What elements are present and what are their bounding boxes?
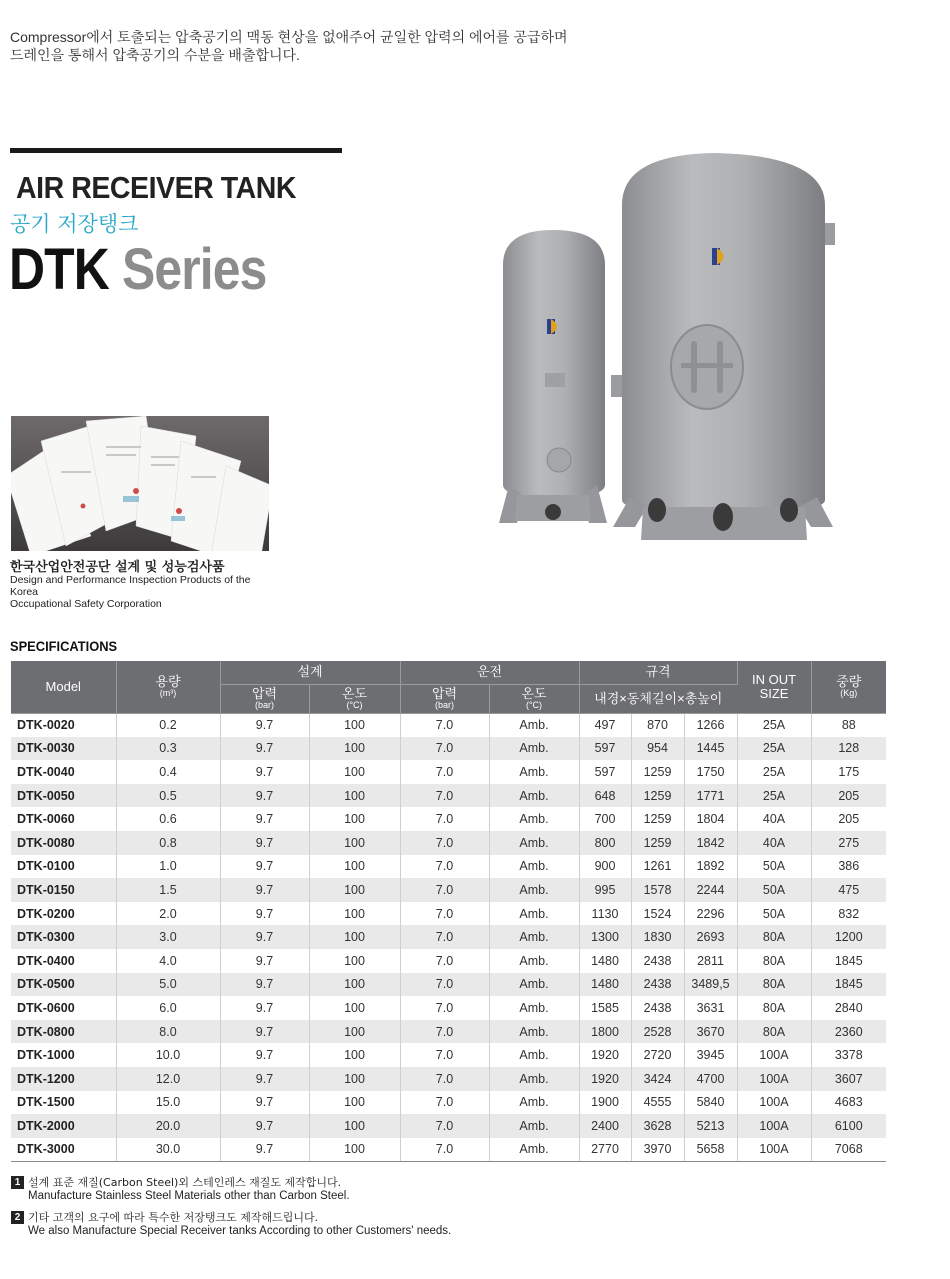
cell-operation-pressure: 7.0 [400, 996, 489, 1020]
cell-total-height: 1266 [684, 713, 737, 737]
title-divider [10, 148, 342, 153]
cell-body-length: 1830 [631, 925, 684, 949]
header-inout-size [737, 661, 811, 713]
table-row [11, 925, 886, 949]
cell-operation-pressure: 7.0 [400, 1091, 489, 1115]
cell-operation-temp: Amb. [489, 878, 579, 902]
cell-capacity: 0.2 [116, 713, 220, 737]
cell-total-height: 5658 [684, 1138, 737, 1162]
cell-operation-temp: Amb. [489, 902, 579, 926]
cell-inner-diameter: 597 [579, 737, 631, 761]
cell-body-length: 1578 [631, 878, 684, 902]
cell-weight: 205 [838, 812, 860, 827]
cell-operation-pressure: 7.0 [400, 737, 489, 761]
cell-design-pressure: 9.7 [220, 1091, 309, 1115]
table-row [11, 973, 886, 997]
cell-operation-temp: Amb. [489, 737, 579, 761]
header-pressure-unit: (bar) [434, 700, 454, 710]
cell-inout-size: 80A [737, 996, 811, 1020]
certificates-photo [11, 416, 269, 551]
cell-design-temp: 100 [309, 760, 400, 784]
cell-total-height: 1445 [684, 737, 737, 761]
header-model: Model [11, 661, 116, 713]
cell-inner-diameter: 1300 [579, 925, 631, 949]
cell-model: DTK-0020 [11, 713, 116, 737]
cell-weight: 475 [811, 878, 886, 902]
cell-operation-temp: Amb. [489, 996, 579, 1020]
specifications-heading: SPECIFICATIONS [10, 638, 118, 654]
cell-inner-diameter: 900 [579, 855, 631, 879]
cell-model: DTK-0060 [11, 807, 116, 831]
cell-total-height: 2296 [684, 902, 737, 926]
header-weight [811, 661, 886, 713]
cell-design-pressure: 9.7 [220, 737, 309, 761]
cell-weight: 3607 [811, 1067, 886, 1091]
cell-operation-temp: Amb. [489, 1138, 579, 1162]
cell-design-temp: 100 [309, 1114, 400, 1138]
cell-design-temp: 100 [309, 996, 400, 1020]
cell-weight: 128 [811, 737, 886, 761]
cell-body-length: 1259 [631, 760, 684, 784]
series-title [9, 236, 267, 303]
cell-operation-pressure: 7.0 [400, 807, 489, 831]
header-pressure-label: 압력 [251, 686, 278, 701]
cell-design-pressure: 9.7 [220, 1138, 309, 1162]
cell-model: DTK-0300 [11, 925, 116, 949]
cell-capacity: 1.5 [116, 878, 220, 902]
cell-model: DTK-2000 [11, 1114, 116, 1138]
intro-line-1: Compressor에서 토출되는 압축공기의 맥동 현상을 없애주어 균일한 압력의 에어를 공급하며 [10, 29, 568, 45]
cell-model: DTK-0200 [11, 902, 116, 926]
note-1 [11, 1176, 350, 1203]
cell-operation-pressure: 7.0 [400, 925, 489, 949]
cell-body-length: 1259 [631, 807, 684, 831]
cell-design-pressure: 9.7 [220, 973, 309, 997]
header-operation-pressure [400, 684, 489, 713]
header-temp-label: 온도 [521, 686, 547, 701]
cell-body-length: 1524 [631, 902, 684, 926]
cell-operation-pressure: 7.0 [400, 902, 489, 926]
table-row [11, 878, 886, 902]
cell-weight: 6100 [811, 1114, 886, 1138]
cell-inout-size: 50A [737, 878, 811, 902]
cell-model: DTK-0050 [11, 784, 116, 808]
cell-inout-size: 40A [737, 807, 811, 831]
cell-capacity: 0.4 [116, 760, 220, 784]
cell-total-height: 1804 [684, 807, 737, 831]
cell-design-pressure: 9.7 [220, 925, 309, 949]
header-temp-unit: (°C) [525, 700, 543, 710]
cell-body-length: 4555 [631, 1091, 684, 1115]
cell-capacity: 5.0 [116, 973, 220, 997]
cell-inner-diameter: 497 [579, 713, 631, 737]
cell-design-pressure: 9.7 [220, 855, 309, 879]
cell-operation-temp: Amb. [489, 760, 579, 784]
table-row [11, 902, 886, 926]
cell-model: DTK-0400 [11, 949, 116, 973]
cell-design-temp: 100 [309, 878, 400, 902]
cell-design-pressure: 9.7 [220, 807, 309, 831]
header-dimensions: 내경×동체길이×총높이 [579, 684, 737, 713]
cell-body-length: 2438 [631, 996, 684, 1020]
air-receiver-tanks-image [495, 135, 845, 555]
cell-body-length: 3628 [631, 1114, 684, 1138]
cell-operation-pressure: 7.0 [400, 1138, 489, 1162]
specifications-table [11, 661, 886, 1162]
cell-capacity: 0.6 [116, 807, 220, 831]
cell-model: DTK-0080 [11, 831, 116, 855]
cell-body-length: 1261 [631, 855, 684, 879]
cell-total-height: 1842 [684, 831, 737, 855]
cell-total-height: 2244 [684, 878, 737, 902]
cell-inout-size: 100A [737, 1114, 811, 1138]
note-number: 1 [11, 1176, 24, 1189]
note-number: 2 [11, 1211, 24, 1224]
cell-operation-temp: Amb. [489, 1020, 579, 1044]
cell-inout-size: 100A [737, 1043, 811, 1067]
cell-design-temp: 100 [309, 784, 400, 808]
cell-capacity: 4.0 [116, 949, 220, 973]
cell-capacity: 10.0 [116, 1043, 220, 1067]
cell-total-height: 3945 [684, 1043, 737, 1067]
cell-model: DTK-0800 [11, 1020, 116, 1044]
cell-body-length: 3970 [631, 1138, 684, 1162]
cell-design-temp: 100 [309, 973, 400, 997]
header-design: 설계 [220, 661, 400, 684]
cell-design-pressure: 9.7 [220, 902, 309, 926]
intro-line-2: 드레인을 통해서 압축공기의 수분을 배출합니다. [10, 47, 300, 63]
header-capacity-unit: (m³) [159, 688, 177, 699]
cell-total-height: 4700 [684, 1067, 737, 1091]
cell-weight: 1200 [811, 925, 886, 949]
cell-design-temp: 100 [309, 713, 400, 737]
cell-inner-diameter: 1920 [579, 1067, 631, 1091]
cell-weight: 175 [838, 764, 860, 779]
cell-body-length: 2720 [631, 1043, 684, 1067]
cell-design-temp: 100 [309, 949, 400, 973]
cell-design-temp: 100 [309, 855, 400, 879]
series-model: DTK [9, 237, 109, 302]
cell-inner-diameter: 1130 [579, 902, 631, 926]
header-inout-label: IN OUT [751, 671, 797, 687]
cell-capacity: 30.0 [116, 1138, 220, 1162]
cell-model: DTK-0500 [11, 973, 116, 997]
certification-en [10, 574, 280, 610]
cell-inner-diameter: 1920 [579, 1043, 631, 1067]
cell-total-height: 5840 [684, 1091, 737, 1115]
cell-model: DTK-0150 [11, 878, 116, 902]
cell-inout-size: 100A [737, 1138, 811, 1162]
cell-inout-size: 25A [737, 737, 811, 761]
cell-inner-diameter: 700 [579, 807, 631, 831]
cell-capacity: 12.0 [116, 1067, 220, 1091]
cell-body-length: 1259 [631, 831, 684, 855]
cell-design-pressure: 9.7 [220, 760, 309, 784]
header-weight-label: 중량 [836, 674, 862, 690]
cell-body-length: 3424 [631, 1067, 684, 1091]
cell-inout-size: 25A [737, 713, 811, 737]
cell-body-length: 2438 [631, 973, 684, 997]
cell-body-length: 954 [631, 737, 684, 761]
product-title-en: AIR RECEIVER TANK [16, 170, 297, 205]
cell-operation-temp: Amb. [489, 1043, 579, 1067]
cell-operation-pressure: 7.0 [400, 1043, 489, 1067]
cell-design-pressure: 9.7 [220, 1067, 309, 1091]
header-weight-unit: (Kg) [840, 688, 858, 699]
cell-operation-temp: Amb. [489, 807, 579, 831]
cell-operation-temp: Amb. [489, 973, 579, 997]
cell-total-height: 3631 [684, 996, 737, 1020]
table-row [11, 784, 886, 808]
cell-design-temp: 100 [309, 1020, 400, 1044]
cell-total-height: 2693 [684, 925, 737, 949]
cell-operation-temp: Amb. [489, 949, 579, 973]
cell-operation-temp: Amb. [489, 831, 579, 855]
cell-weight: 1845 [811, 973, 886, 997]
header-capacity [116, 661, 220, 713]
cell-operation-pressure: 7.0 [400, 973, 489, 997]
cell-capacity: 15.0 [116, 1091, 220, 1115]
cell-design-pressure: 9.7 [220, 1043, 309, 1067]
header-operation-temp [489, 684, 579, 713]
cell-total-height: 2811 [684, 949, 737, 973]
cell-operation-temp: Amb. [489, 1067, 579, 1091]
cell-operation-pressure: 7.0 [400, 1114, 489, 1138]
cell-inner-diameter: 800 [579, 831, 631, 855]
cell-model: DTK-1000 [11, 1043, 116, 1067]
cell-body-length: 2528 [631, 1020, 684, 1044]
table-row [11, 1043, 886, 1067]
cell-weight: 2840 [834, 1000, 863, 1015]
cell-operation-temp: Amb. [489, 713, 579, 737]
cell-operation-temp: Amb. [489, 1114, 579, 1138]
cell-weight: 386 [838, 859, 860, 874]
cell-inner-diameter: 597 [579, 760, 631, 784]
cell-design-pressure: 9.7 [220, 1114, 309, 1138]
cell-operation-temp: Amb. [489, 1091, 579, 1115]
note-en: Manufacture Stainless Steel Materials other than Carbon Steel. [28, 1190, 350, 1202]
cell-design-pressure: 9.7 [220, 949, 309, 973]
cell-inner-diameter: 2400 [579, 1114, 631, 1138]
header-temp-label: 온도 [341, 686, 368, 701]
cell-model: DTK-1200 [11, 1067, 116, 1091]
cell-design-temp: 100 [309, 1067, 400, 1091]
cell-operation-pressure: 7.0 [400, 1020, 489, 1044]
cell-inner-diameter: 995 [579, 878, 631, 902]
note-ko: 기타 고객의 요구에 따라 특수한 저장탱크도 제작해드립니다. [28, 1211, 319, 1224]
cell-capacity: 3.0 [116, 925, 220, 949]
cell-operation-pressure: 7.0 [400, 878, 489, 902]
cell-weight: 4683 [834, 1095, 863, 1110]
cell-inner-diameter: 2770 [579, 1138, 631, 1162]
cell-design-pressure: 9.7 [220, 878, 309, 902]
specifications-table-body [11, 713, 886, 1161]
cell-inout-size: 25A [737, 760, 811, 784]
table-row [11, 760, 886, 784]
table-row [11, 737, 886, 761]
cell-design-temp: 100 [309, 902, 400, 926]
cell-inout-size: 50A [737, 902, 811, 926]
table-row [11, 949, 886, 973]
header-size-label: SIZE [759, 685, 789, 701]
cell-capacity: 0.8 [116, 831, 220, 855]
cell-capacity: 1.0 [116, 855, 220, 879]
cell-design-temp: 100 [309, 737, 400, 761]
cell-operation-temp: Amb. [489, 784, 579, 808]
cell-design-temp: 100 [309, 807, 400, 831]
cell-model: DTK-0100 [11, 855, 116, 879]
cell-total-height: 3670 [684, 1020, 737, 1044]
cell-design-pressure: 9.7 [220, 996, 309, 1020]
cell-design-pressure: 9.7 [220, 784, 309, 808]
cell-weight: 832 [838, 906, 860, 921]
header-pressure-unit: (bar) [254, 700, 274, 710]
cell-body-length: 2438 [631, 949, 684, 973]
cell-total-height: 3489,5 [684, 973, 737, 997]
cell-inout-size: 80A [737, 1020, 811, 1044]
series-word: Series [121, 237, 267, 302]
cell-total-height: 1892 [684, 855, 737, 879]
cell-operation-temp: Amb. [489, 855, 579, 879]
cell-total-height: 1771 [684, 784, 737, 808]
cell-design-pressure: 9.7 [220, 1020, 309, 1044]
header-design-pressure [220, 684, 309, 713]
cell-inner-diameter: 648 [579, 784, 631, 808]
cell-design-temp: 100 [309, 1138, 400, 1162]
cell-operation-pressure: 7.0 [400, 1067, 489, 1091]
cell-operation-pressure: 7.0 [400, 831, 489, 855]
cell-capacity: 6.0 [116, 996, 220, 1020]
cell-inner-diameter: 1480 [579, 973, 631, 997]
cell-inout-size: 50A [737, 855, 811, 879]
table-row [11, 1114, 886, 1138]
cell-model: DTK-0030 [11, 737, 116, 761]
cell-operation-temp: Amb. [489, 925, 579, 949]
cell-capacity: 20.0 [116, 1114, 220, 1138]
cell-design-temp: 100 [309, 831, 400, 855]
cell-weight: 7068 [811, 1138, 886, 1162]
certification-ko: 한국산업안전공단 설계 및 성능검사품 [10, 560, 225, 575]
cell-design-temp: 100 [309, 1091, 400, 1115]
cell-model: DTK-0600 [11, 996, 116, 1020]
header-spec: 규격 [579, 661, 737, 684]
certification-en-line-2: Occupational Safety Corporation [10, 598, 162, 610]
header-temp-unit: (°C) [346, 700, 363, 710]
table-row [11, 855, 886, 879]
table-row [11, 807, 886, 831]
cell-weight: 2360 [811, 1020, 886, 1044]
cell-inout-size: 80A [737, 949, 811, 973]
cell-total-height: 1750 [684, 760, 737, 784]
intro-text [10, 28, 630, 64]
cell-inner-diameter: 1585 [579, 996, 631, 1020]
cell-body-length: 870 [631, 713, 684, 737]
cell-inner-diameter: 1800 [579, 1020, 631, 1044]
header-operation: 운전 [400, 661, 579, 684]
cell-model: DTK-0040 [11, 760, 116, 784]
cell-design-temp: 100 [309, 1043, 400, 1067]
cell-weight: 1845 [834, 953, 863, 968]
cell-weight: 88 [841, 718, 856, 733]
cell-operation-pressure: 7.0 [400, 760, 489, 784]
cell-design-pressure: 9.7 [220, 831, 309, 855]
cell-capacity: 0.5 [116, 784, 220, 808]
cell-operation-pressure: 7.0 [400, 949, 489, 973]
header-pressure-label: 압력 [431, 686, 458, 701]
cell-design-temp: 100 [309, 925, 400, 949]
table-row [11, 1067, 886, 1091]
cell-body-length: 1259 [631, 784, 684, 808]
table-row [11, 713, 886, 737]
header-capacity-label: 용량 [155, 674, 181, 690]
table-row [11, 1020, 886, 1044]
cell-inout-size: 25A [737, 784, 811, 808]
small-tank [499, 230, 607, 523]
table-row [11, 1138, 886, 1162]
large-tank [611, 153, 835, 540]
cell-inout-size: 80A [737, 925, 811, 949]
cell-inout-size: 100A [737, 1091, 811, 1115]
cell-capacity: 0.3 [116, 737, 220, 761]
table-row [11, 996, 886, 1020]
table-row [11, 1091, 886, 1115]
table-row [11, 831, 886, 855]
cell-inout-size: 100A [737, 1067, 811, 1091]
cell-model: DTK-1500 [11, 1091, 116, 1115]
note-2 [11, 1211, 451, 1238]
cell-weight: 275 [811, 831, 886, 855]
cell-inout-size: 80A [737, 973, 811, 997]
cell-weight: 3378 [834, 1048, 863, 1063]
cell-design-pressure: 9.7 [220, 713, 309, 737]
product-title-ko: 공기 저장탱크 [10, 212, 139, 236]
note-ko: 설계 표준 재질(Carbon Steel)외 스테인레스 재질도 제작합니다. [28, 1176, 342, 1189]
cell-inout-size: 40A [737, 831, 811, 855]
cell-capacity: 2.0 [116, 902, 220, 926]
note-en: We also Manufacture Special Receiver tanks According to other Customers' needs. [28, 1225, 452, 1237]
header-design-temp [309, 684, 400, 713]
cell-total-height: 5213 [684, 1114, 737, 1138]
cell-model: DTK-3000 [11, 1138, 116, 1162]
cell-weight: 205 [811, 784, 886, 808]
cell-operation-pressure: 7.0 [400, 713, 489, 737]
cell-operation-pressure: 7.0 [400, 784, 489, 808]
cell-capacity: 8.0 [116, 1020, 220, 1044]
certification-en-line-1: Design and Performance Inspection Products of the Korea [10, 574, 251, 598]
cell-inner-diameter: 1480 [579, 949, 631, 973]
cell-operation-pressure: 7.0 [400, 855, 489, 879]
cell-inner-diameter: 1900 [579, 1091, 631, 1115]
